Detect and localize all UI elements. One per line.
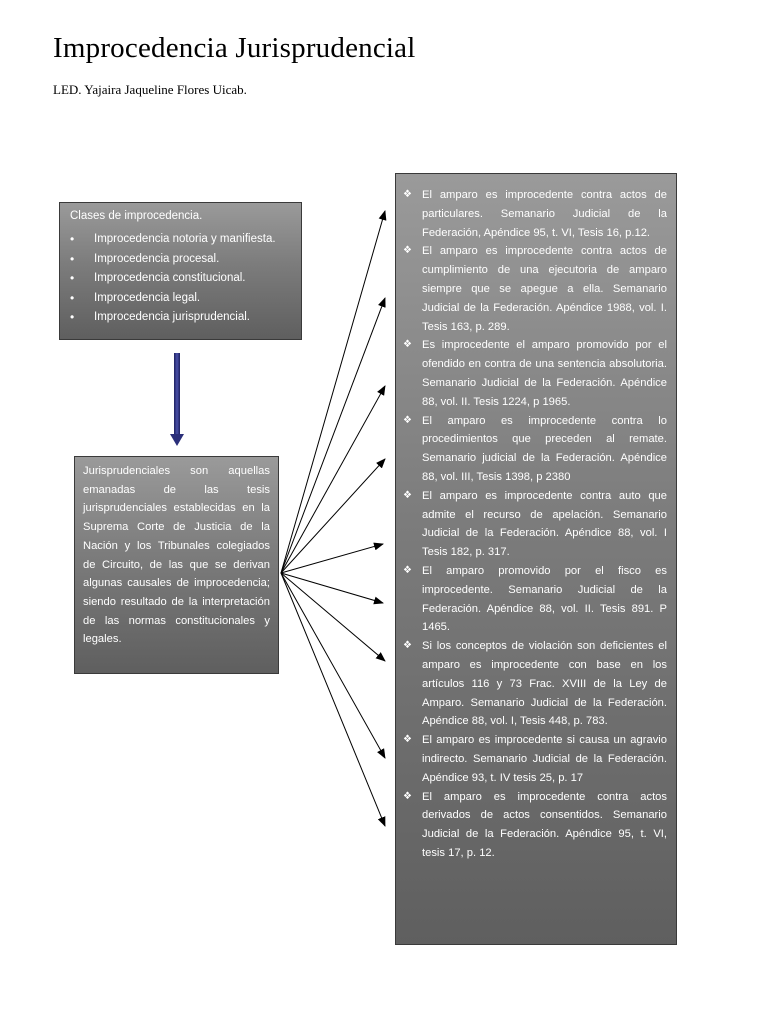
connector-arrow — [281, 211, 385, 573]
diamond-bullet-icon: ❖ — [403, 489, 412, 501]
diamond-bullet-icon: ❖ — [403, 245, 412, 257]
case-text: El amparo es improcedente contra auto que admite el recurso de apelación. Semanario Judicial de la Federación. Apéndice 88, vol. I Tesis 182, p. 317. — [422, 489, 667, 559]
connector-arrow — [281, 573, 385, 661]
connector-arrow — [281, 573, 385, 826]
case-text: Es improcedente el amparo promovido por el ofendido en contra de una sentencia absolutoria. Semanario Judicial de la Federación. Apéndice 88, vol. II. Tesis 1224, p 1965. — [422, 339, 667, 408]
diamond-bullet-icon: ❖ — [403, 189, 412, 200]
down-arrow — [170, 353, 184, 446]
connector-arrow — [281, 573, 383, 603]
diamond-bullet-icon: ❖ — [403, 564, 412, 576]
class-item: • Improcedencia notoria y manifiesta. — [68, 230, 293, 250]
class-item: • Improcedencia procesal. — [68, 250, 293, 270]
connector-lines — [281, 211, 385, 826]
connector-arrow — [281, 573, 385, 758]
connector-arrow — [281, 459, 385, 573]
page-title: Improcedencia Jurisprudencial — [53, 32, 416, 64]
case-text: El amparo es improcedente contra lo procedimientos que preceden al remate. Semanario judicial de la Federación. Apéndice 88, vol. III, Tesis 1398, p 2380 — [422, 414, 667, 483]
connector-arrow — [281, 386, 385, 573]
case-text: El amparo promovido por el fisco es improcedente. Semanario Judicial de la Federación. Apéndice 88, vol. II. Tesis 891. P 1465. — [422, 564, 667, 634]
diamond-bullet-icon: ❖ — [403, 414, 412, 426]
down-arrow-head — [170, 434, 184, 446]
class-item: • Improcedencia jurisprudencial. — [68, 308, 293, 328]
connector-arrow — [281, 298, 385, 573]
case-text: Si los conceptos de violación son deficientes el amparo es improcedente con base en los artículos 116 y 73 Frac. XVIII de la Ley de Amparo. Semanario Judicial de la Federación. Apéndice 88, vol. I, Tesis 448, p. 783. — [422, 640, 667, 728]
case-text: El amparo es improcedente contra actos derivados de actos consentidos. Semanario Judicial de la Federación. Apéndice 95, t. VI, tesis 17, p. 12. — [422, 790, 667, 859]
connector-arrow — [281, 544, 383, 573]
diamond-bullet-icon: ❖ — [403, 790, 412, 802]
case-text: El amparo es improcedente contra actos de particulares. Semanario Judicial de la Federación, Apéndice 95, t. VI, Tesis 16, p.12. — [422, 189, 667, 239]
class-item: • Improcedencia constitucional. — [68, 269, 293, 289]
diamond-bullet-icon: ❖ — [403, 640, 412, 652]
case-text: El amparo es improcedente si causa un agravio indirecto. Semanario Judicial de la Federación. Apéndice 93, t. IV tesis 25, p. 17 — [422, 734, 667, 784]
diamond-bullet-icon: ❖ — [403, 339, 412, 351]
down-arrow-shaft — [174, 353, 180, 437]
classes-heading: Clases de improcedencia. — [70, 210, 203, 222]
author-line: LED. Yajaira Jaqueline Flores Uicab. — [53, 82, 247, 97]
diamond-bullet-icon: ❖ — [403, 734, 412, 746]
case-text: El amparo es improcedente contra actos de cumplimiento de una ejecutoria de amparo siempre que se apegue a ella. Semanario Judicial de la Federación. Apéndice 1988, vol. I. Tesis 163, p. 289. — [422, 245, 667, 333]
class-item: • Improcedencia legal. — [68, 289, 293, 309]
definition-text: Jurisprudenciales son aquellas emanadas de las tesis jurisprudenciales establecidas en la Suprema Corte de Justicia de la Nación y los Tribunales colegiados de Circuito, de las que se derivan algunas causales de improcedencia; siendo resultado de la interpretación de las normas constitucionales y legales. — [83, 465, 270, 646]
